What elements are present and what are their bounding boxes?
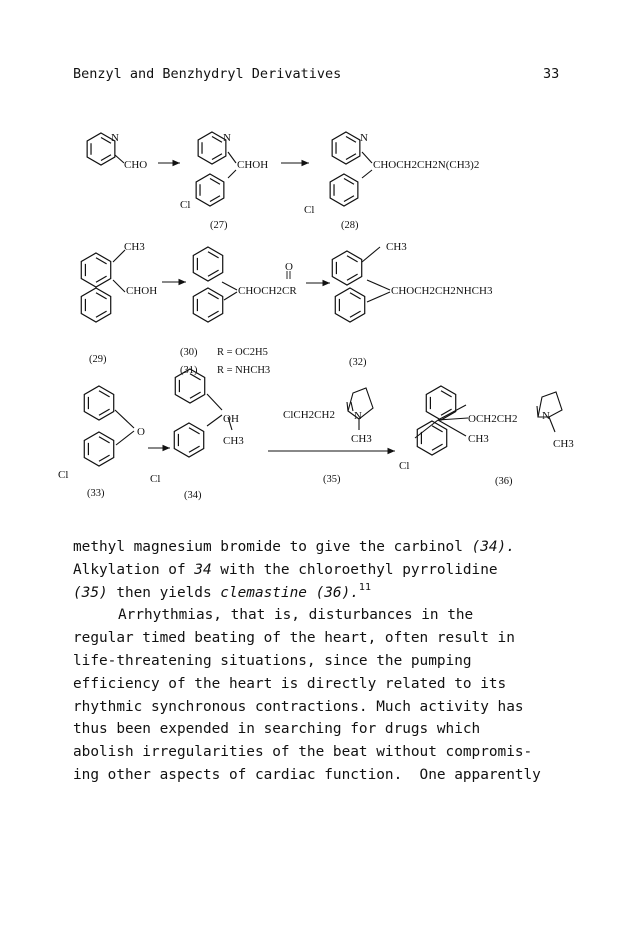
- text-line: [73, 559, 583, 582]
- text-line: rhythmic synchronous contractions. Much activity has: [73, 698, 524, 715]
- nitrogen-label: N: [354, 410, 362, 422]
- compound-number-36: (36): [495, 476, 513, 487]
- nitrogen-label: N: [542, 410, 550, 422]
- side-chain-label: CHOCH2CH2N(CH3)2: [373, 159, 480, 171]
- compound-reference: (34).: [471, 539, 515, 555]
- compound-number-31: (31): [180, 365, 198, 376]
- nitrogen-label: N: [360, 132, 368, 144]
- carbinol-label: CHOH: [126, 285, 158, 297]
- methyl-label: CH3: [468, 433, 489, 445]
- compound-reference: (35): [73, 584, 108, 601]
- text-line: regular timed beating of the heart, often result in: [73, 630, 515, 647]
- text-run: Alkylation of: [73, 561, 195, 578]
- methyl-label: CH3: [124, 241, 145, 253]
- chlorine-label: Cl: [399, 460, 410, 472]
- hydroxyl-label: OH: [223, 413, 239, 425]
- page-number: 33: [543, 66, 560, 82]
- side-chain-label: CHOCH2CR: [238, 285, 297, 297]
- substituent-label: R = NHCH3: [217, 365, 271, 376]
- text-line: [73, 582, 583, 605]
- compound-number-30: (30): [180, 347, 198, 358]
- nitrogen-label: N: [223, 132, 231, 144]
- text-line: ing other aspects of cardiac function. One apparently: [73, 766, 541, 783]
- aldehyde-label: CHO: [124, 159, 148, 171]
- nitrogen-label: N: [111, 132, 119, 144]
- text-line: efficiency of the heart is directly related to its: [73, 675, 507, 692]
- carbonyl-oxygen-label: O: [285, 261, 293, 273]
- methyl-label: CH3: [553, 438, 574, 450]
- chlorine-label: Cl: [304, 204, 315, 216]
- side-chain-label: OCH2CH2: [468, 413, 518, 425]
- text-run: methyl magnesium bromide to give the carbinol: [73, 539, 472, 555]
- carbonyl-oxygen-label: O: [137, 426, 145, 438]
- citation-superscript: 11: [358, 581, 371, 593]
- compound-reference: clemastine (36).: [220, 584, 359, 601]
- methyl-label: CH3: [351, 433, 372, 445]
- carbinol-label: CHOH: [237, 159, 269, 171]
- chlorine-label: Cl: [180, 199, 191, 211]
- side-chain-label: ClCH2CH2: [283, 409, 335, 421]
- running-title: Benzyl and Benzhydryl Derivatives: [73, 66, 342, 82]
- chlorine-label: Cl: [58, 469, 69, 481]
- compound-number-35: (35): [323, 474, 341, 485]
- compound-number-33: (33): [87, 488, 105, 499]
- chlorine-label: Cl: [150, 473, 161, 485]
- ring-structures: [81, 132, 455, 466]
- text-line: [73, 536, 583, 559]
- body-paragraphs: [73, 536, 583, 787]
- text-run: then yields: [107, 584, 221, 601]
- methyl-label: CH3: [386, 241, 407, 253]
- compound-number-34: (34): [184, 490, 202, 501]
- compound-number-28: (28): [341, 220, 359, 231]
- methyl-label: CH3: [223, 435, 244, 447]
- compound-reference: 34: [194, 561, 212, 578]
- text-line: life-threatening situations, since the pumping: [73, 652, 472, 669]
- side-chain-label: CHOCH2CH2NHCH3: [391, 285, 493, 297]
- text-line: abolish irregularities of the beat without compromis-: [73, 744, 533, 761]
- text-line: Arrhythmias, that is, disturbances in the: [118, 607, 474, 624]
- compound-number-29: (29): [89, 354, 107, 365]
- text-line: thus been expended in searching for drugs which: [73, 721, 481, 738]
- text-run: with the chloroethyl pyrrolidine: [211, 561, 498, 578]
- compound-number-27: (27): [210, 220, 228, 231]
- bond-lines: [113, 152, 555, 445]
- compound-number-32: (32): [349, 357, 367, 368]
- substituent-label: R = OC2H5: [217, 347, 268, 358]
